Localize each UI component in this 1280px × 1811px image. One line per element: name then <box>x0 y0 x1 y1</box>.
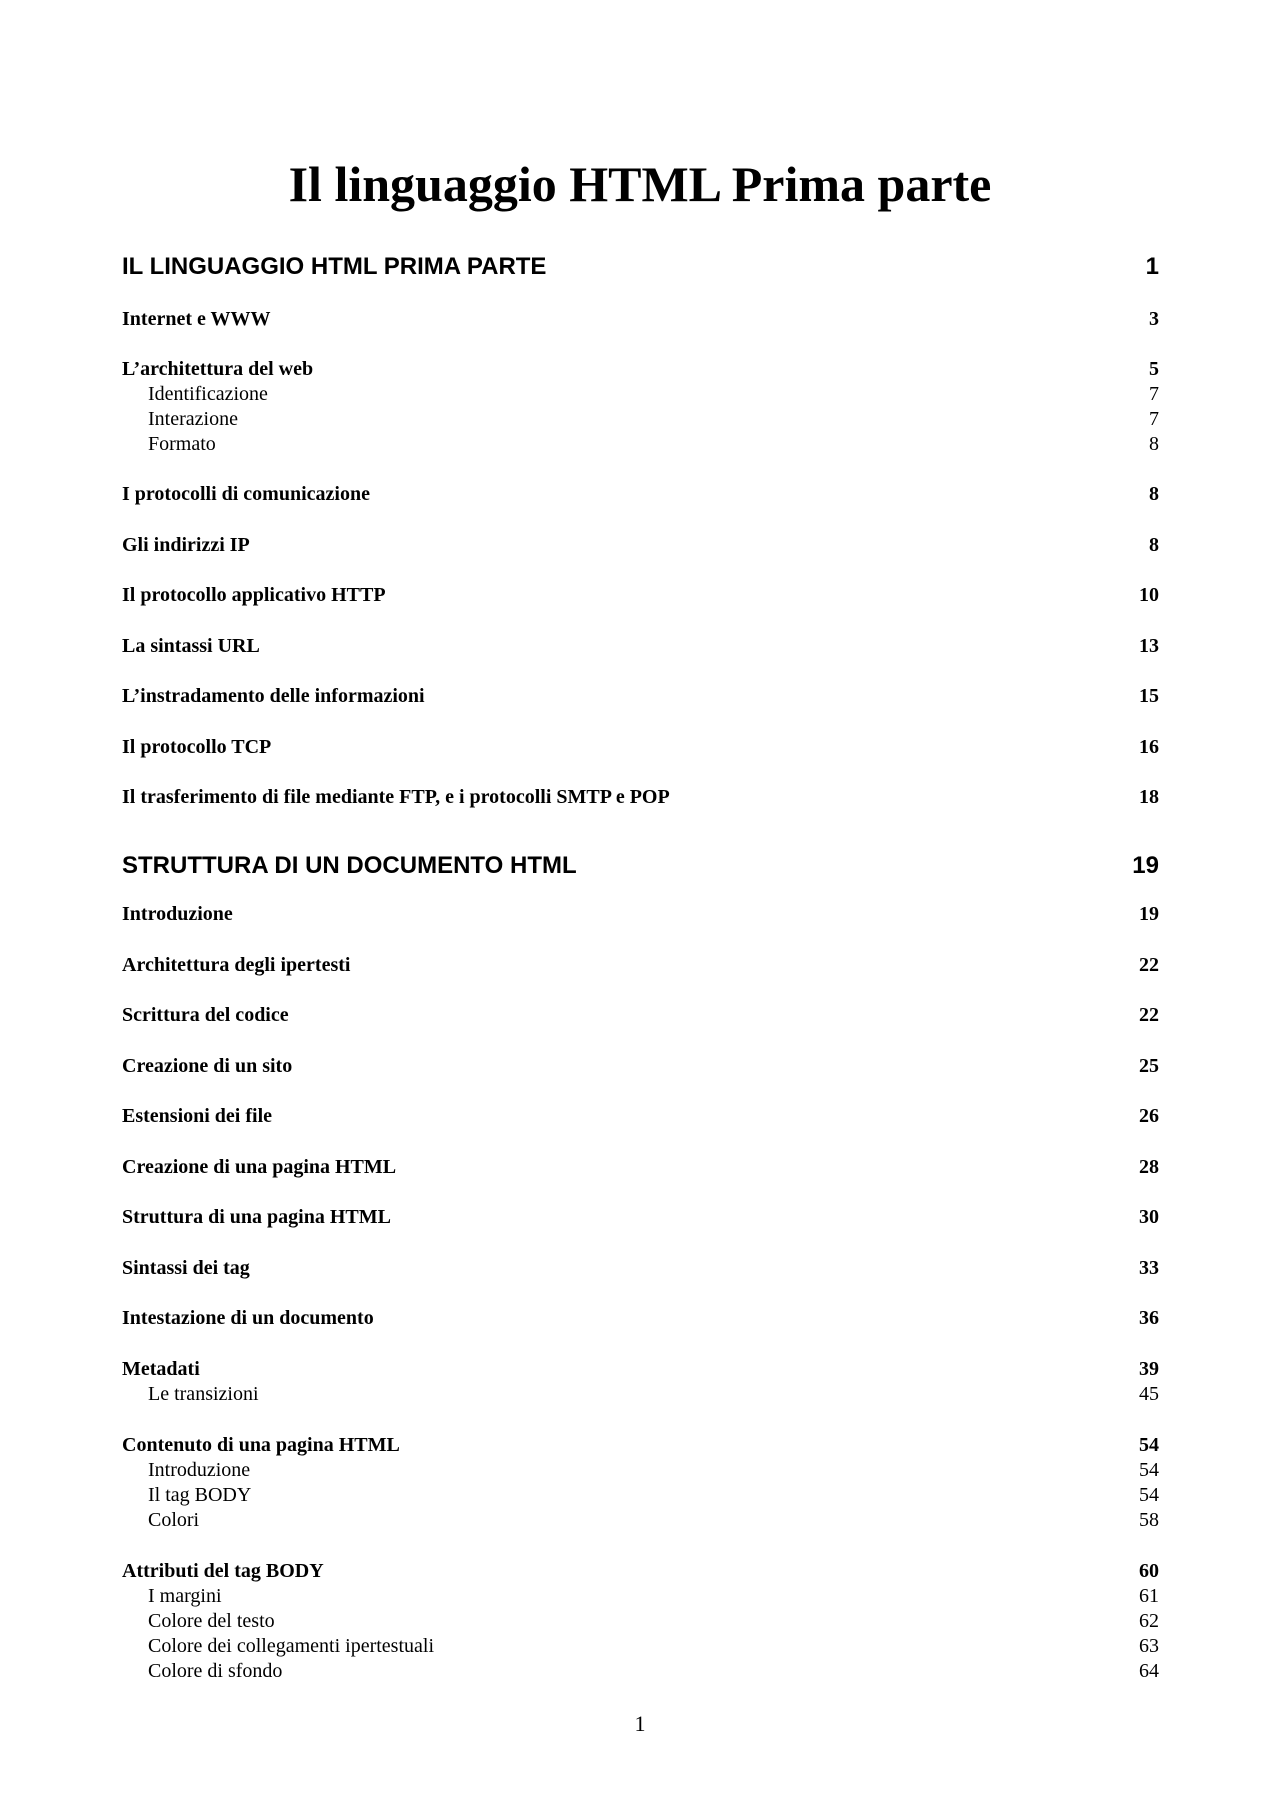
toc-entry-page: 19 <box>1139 903 1159 925</box>
toc-section <box>122 684 1159 709</box>
toc-entry-label: Creazione di una pagina HTML <box>122 1156 397 1178</box>
toc-entry-page: 8 <box>1149 534 1159 556</box>
toc-entry-label: Il tag BODY <box>148 1484 252 1506</box>
toc-section <box>122 902 1159 927</box>
toc-section <box>122 634 1159 659</box>
toc-entry-page: 1 <box>1145 253 1159 280</box>
toc-chapter <box>122 252 1159 282</box>
toc-entry-page: 28 <box>1139 1156 1159 1178</box>
toc-entry-label: Interazione <box>148 408 238 430</box>
toc-section <box>122 785 1159 810</box>
toc-entry-label: Colori <box>148 1509 200 1531</box>
toc-entry-page: 8 <box>1149 483 1159 505</box>
toc-entry-page: 15 <box>1139 685 1159 707</box>
toc-entry-label: IL LINGUAGGIO HTML PRIMA PARTE <box>122 253 547 280</box>
toc-entry-page: 25 <box>1139 1055 1159 1077</box>
toc-entry-label: Introduzione <box>148 1459 251 1481</box>
toc-entry-page: 13 <box>1139 635 1159 657</box>
toc-entry-page: 16 <box>1139 736 1159 758</box>
toc-subsection <box>122 1458 1159 1483</box>
toc-entry-page: 64 <box>1139 1660 1159 1682</box>
toc-subsection <box>122 1609 1159 1634</box>
toc-section <box>122 1054 1159 1079</box>
toc-entry-page: 61 <box>1139 1585 1159 1607</box>
toc-entry-label: Colore del testo <box>148 1610 275 1632</box>
toc-entry-label: Sintassi dei tag <box>122 1257 250 1279</box>
toc-section <box>122 533 1159 558</box>
toc-entry-label: L’instradamento delle informazioni <box>122 685 425 707</box>
toc-entry-page: 22 <box>1139 954 1159 976</box>
toc-entry-label: I margini <box>148 1585 222 1607</box>
toc-entry-label: Internet e WWW <box>122 308 271 330</box>
toc-entry-page: 22 <box>1139 1004 1159 1026</box>
toc-subsection <box>122 1659 1159 1684</box>
toc-entry-label: Contenuto di una pagina HTML <box>122 1434 400 1456</box>
toc-entry-label: Scrittura del codice <box>122 1004 289 1026</box>
toc-entry-page: 33 <box>1139 1257 1159 1279</box>
toc-entry-page: 45 <box>1139 1383 1159 1405</box>
toc-entry-label: Le transizioni <box>148 1383 259 1405</box>
toc-entry-page: 60 <box>1139 1560 1159 1582</box>
toc-entry-page: 39 <box>1139 1358 1159 1380</box>
toc-section <box>122 1306 1159 1331</box>
document-title: Il linguaggio HTML Prima parte <box>288 156 992 212</box>
toc-entry-label: Formato <box>148 433 216 455</box>
toc-entry-page: 63 <box>1139 1635 1159 1657</box>
toc-entry-page: 62 <box>1139 1610 1159 1632</box>
toc-section <box>122 1155 1159 1180</box>
toc-section <box>122 735 1159 760</box>
toc-entry-label: Identificazione <box>148 383 268 405</box>
toc-entry-label: Architettura degli ipertesti <box>122 954 351 976</box>
toc-section <box>122 953 1159 978</box>
toc-entry-label: Metadati <box>122 1358 200 1380</box>
toc-entry-label: Intestazione di un documento <box>122 1307 374 1329</box>
toc-entry-page: 8 <box>1149 433 1159 455</box>
toc-section <box>122 1104 1159 1129</box>
toc-entry-page: 5 <box>1149 358 1159 380</box>
toc-entry-page: 10 <box>1139 584 1159 606</box>
toc-entry-page: 54 <box>1139 1484 1159 1506</box>
toc-entry-label: La sintassi URL <box>122 635 260 657</box>
toc-subsection <box>122 1584 1159 1609</box>
toc-section <box>122 307 1159 332</box>
toc-entry-page: 36 <box>1139 1307 1159 1329</box>
toc-subsection <box>122 1382 1159 1407</box>
toc-section <box>122 1205 1159 1230</box>
toc-entry-label: Struttura di una pagina HTML <box>122 1206 391 1228</box>
page-number: 1 <box>634 1711 646 1736</box>
toc-section <box>122 1559 1159 1584</box>
toc-entry-page: 58 <box>1139 1509 1159 1531</box>
toc-entry-page: 26 <box>1139 1105 1159 1127</box>
toc-section <box>122 1256 1159 1281</box>
toc-subsection <box>122 1508 1159 1533</box>
toc-subsection <box>122 1634 1159 1659</box>
toc-section <box>122 1003 1159 1028</box>
toc-entry-page: 7 <box>1149 383 1159 405</box>
toc-subsection <box>122 407 1159 432</box>
toc-section <box>122 1357 1159 1382</box>
toc-entry-page: 7 <box>1149 408 1159 430</box>
toc-entry-label: Il trasferimento di file mediante FTP, e i protocolli SMTP e POP <box>122 786 670 808</box>
toc-section <box>122 482 1159 507</box>
toc-entry-label: Gli indirizzi IP <box>122 534 250 556</box>
toc-entry-label: Attributi del tag BODY <box>122 1560 324 1582</box>
toc-entry-page: 30 <box>1139 1206 1159 1228</box>
toc-entry-label: STRUTTURA DI UN DOCUMENTO HTML <box>122 852 577 879</box>
toc-entry-label: Creazione di un sito <box>122 1055 293 1077</box>
toc-entry-page: 19 <box>1132 852 1159 879</box>
toc-section <box>122 583 1159 608</box>
toc-section <box>122 1433 1159 1458</box>
toc-entry-page: 54 <box>1139 1459 1159 1481</box>
toc-entry-label: I protocolli di comunicazione <box>122 483 370 505</box>
toc-entry-label: Il protocollo applicativo HTTP <box>122 584 386 606</box>
toc-subsection <box>122 432 1159 457</box>
toc-entry-label: Introduzione <box>122 903 233 925</box>
toc-subsection <box>122 382 1159 407</box>
toc-subsection <box>122 1483 1159 1508</box>
toc-entry-label: Il protocollo TCP <box>122 736 272 758</box>
toc-entry-label: Estensioni dei file <box>122 1105 273 1127</box>
toc-entry-label: Colore dei collegamenti ipertestuali <box>148 1635 435 1657</box>
toc-entry-page: 3 <box>1149 308 1159 330</box>
toc-entry-label: L’architettura del web <box>122 358 314 380</box>
toc-section <box>122 357 1159 382</box>
toc-chapter <box>122 851 1159 881</box>
toc-entry-page: 54 <box>1139 1434 1159 1456</box>
toc-entry-page: 18 <box>1139 786 1159 808</box>
toc-entry-label: Colore di sfondo <box>148 1660 283 1682</box>
